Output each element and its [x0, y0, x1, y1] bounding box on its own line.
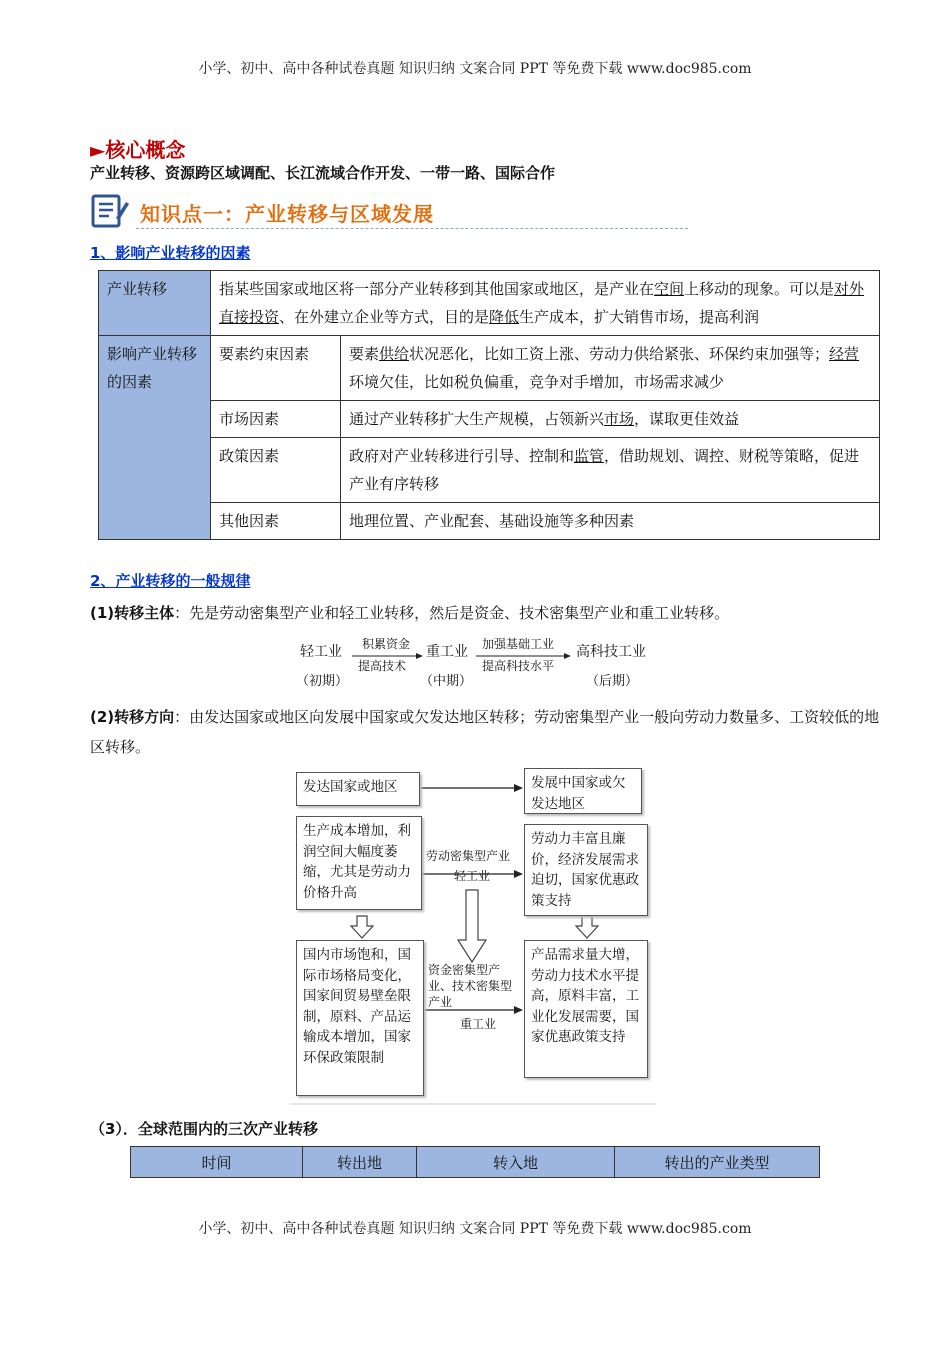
row-header-factors: 影响产业转移的因素: [99, 336, 211, 540]
arrow1-bottom: 提高技术: [358, 659, 407, 673]
label-labor-intensive: 劳动密集型产业: [426, 849, 511, 863]
definition-cell: 指某些国家或地区将一部分产业转移到其他国家或地区，是产业在空间上移动的现象。可以是对外直接投资、在外建立企业等方式，目的是降低生产成本，扩大销售市场，提高利润: [211, 271, 880, 336]
label-light-industry: 轻工业: [454, 869, 491, 883]
arrow2-bottom: 提高科技水平: [482, 659, 555, 673]
direction-diagram: [290, 764, 660, 1108]
box-developing: 发展中国家或欠发达地区: [524, 768, 642, 814]
stage-light: 轻工业: [300, 644, 342, 660]
table-row: [99, 271, 880, 336]
label-heavy-industry: 重工业: [460, 1017, 497, 1031]
page-header: 小学、初中、高中各种试卷真题 知识归纳 文案合同 PPT 等免费下载 www.doc985.com: [198, 61, 752, 77]
table-row: [99, 336, 880, 401]
table-row: [99, 438, 880, 503]
section1-title: 1、影响产业转移的因素: [90, 244, 251, 262]
section2-title: 2、产业转移的一般规律: [90, 572, 251, 590]
label-capital-tech-intensive: 资金密集型产业、技术密集型产业: [428, 963, 513, 1009]
box-developed: 发达国家或地区: [296, 772, 420, 806]
factor-desc: 通过产业转移扩大生产规模，占领新兴市场，谋取更佳效益: [341, 401, 880, 438]
paragraph-direction: (2)转移方向：由发达国家或地区向发展中国家或欠发达地区转移；劳动密集型产业一般向劳动力数量多、工资较低的地区转移。: [90, 708, 880, 756]
arrow-right-icon: [352, 652, 424, 660]
paragraph-subject: (1)转移主体：先是劳动密集型产业和轻工业转移，然后是资金、技术密集型产业和重工业转移。: [90, 604, 730, 622]
box-push-factors-1: 生产成本增加，利润空间大幅度萎缩，尤其是劳动力价格升高: [296, 816, 422, 910]
factor-desc: 要素供给状况恶化，比如工资上涨、劳动力供给紧张、环保约束加强等；经营环境欠佳，比如税负偏重，竞争对手增加，市场需求减少: [341, 336, 880, 401]
row-header-industry-transfer: 产业转移: [99, 271, 211, 336]
arrow-right-icon: [476, 652, 572, 660]
notepad-icon: [90, 192, 130, 230]
box-pull-factors-1: 劳动力丰富且廉价，经济发展需求迫切，国家优惠政策支持: [524, 824, 648, 916]
three-transfers-table: [130, 1146, 820, 1178]
col-header-origin: 转出地: [303, 1147, 417, 1178]
factor-name: 其他因素: [211, 503, 341, 540]
factor-name: 政策因素: [211, 438, 341, 503]
factor-desc: 地理位置、产业配套、基础设施等多种因素: [341, 503, 880, 540]
table-row: [99, 503, 880, 540]
box-push-factors-2: 国内市场饱和，国际市场格局变化，国家间贸易壁垒限制，原料、产品运输成本增加，国家环保政策限制: [296, 940, 424, 1096]
core-keywords: 产业转移、资源跨区域调配、长江流域合作开发、一带一路、国际合作: [90, 164, 556, 182]
page-footer: 小学、初中、高中各种试卷真题 知识归纳 文案合同 PPT 等免费下载 www.doc985.com: [198, 1221, 752, 1237]
factors-table: [98, 270, 880, 540]
stage-heavy: 重工业: [426, 644, 468, 660]
factor-desc: 政府对产业转移进行引导、控制和监管，借助规划、调控、财税等策略，促进产业有序转移: [341, 438, 880, 503]
stage-hitech-period: （后期）: [586, 674, 639, 689]
table-header-row: [131, 1147, 820, 1178]
stage-hitech: 高科技工业: [576, 644, 646, 660]
banner-title: 知识点一：产业转移与区域发展: [140, 202, 434, 226]
banner-divider: [136, 228, 688, 229]
stage-light-period: （初期）: [296, 674, 349, 689]
stage-flow: [290, 636, 670, 700]
knowledge-banner: [88, 190, 688, 232]
box-pull-factors-2: 产品需求量大增，劳动力技术水平提高，原料丰富，工业化发展需要，国家优惠政策支持: [524, 940, 648, 1078]
col-header-time: 时间: [131, 1147, 303, 1178]
col-header-industry-type: 转出的产业类型: [615, 1147, 820, 1178]
stage-heavy-period: （中期）: [420, 674, 473, 689]
arrow1-top: 积累资金: [362, 637, 411, 651]
factor-name: 要素约束因素: [211, 336, 341, 401]
col-header-destination: 转入地: [417, 1147, 615, 1178]
section3-title: （3）．全球范围内的三次产业转移: [90, 1120, 318, 1138]
core-concept-title: ►核心概念: [90, 138, 186, 162]
arrow2-top: 加强基础工业: [482, 637, 555, 651]
table-row: [99, 401, 880, 438]
factor-name: 市场因素: [211, 401, 341, 438]
